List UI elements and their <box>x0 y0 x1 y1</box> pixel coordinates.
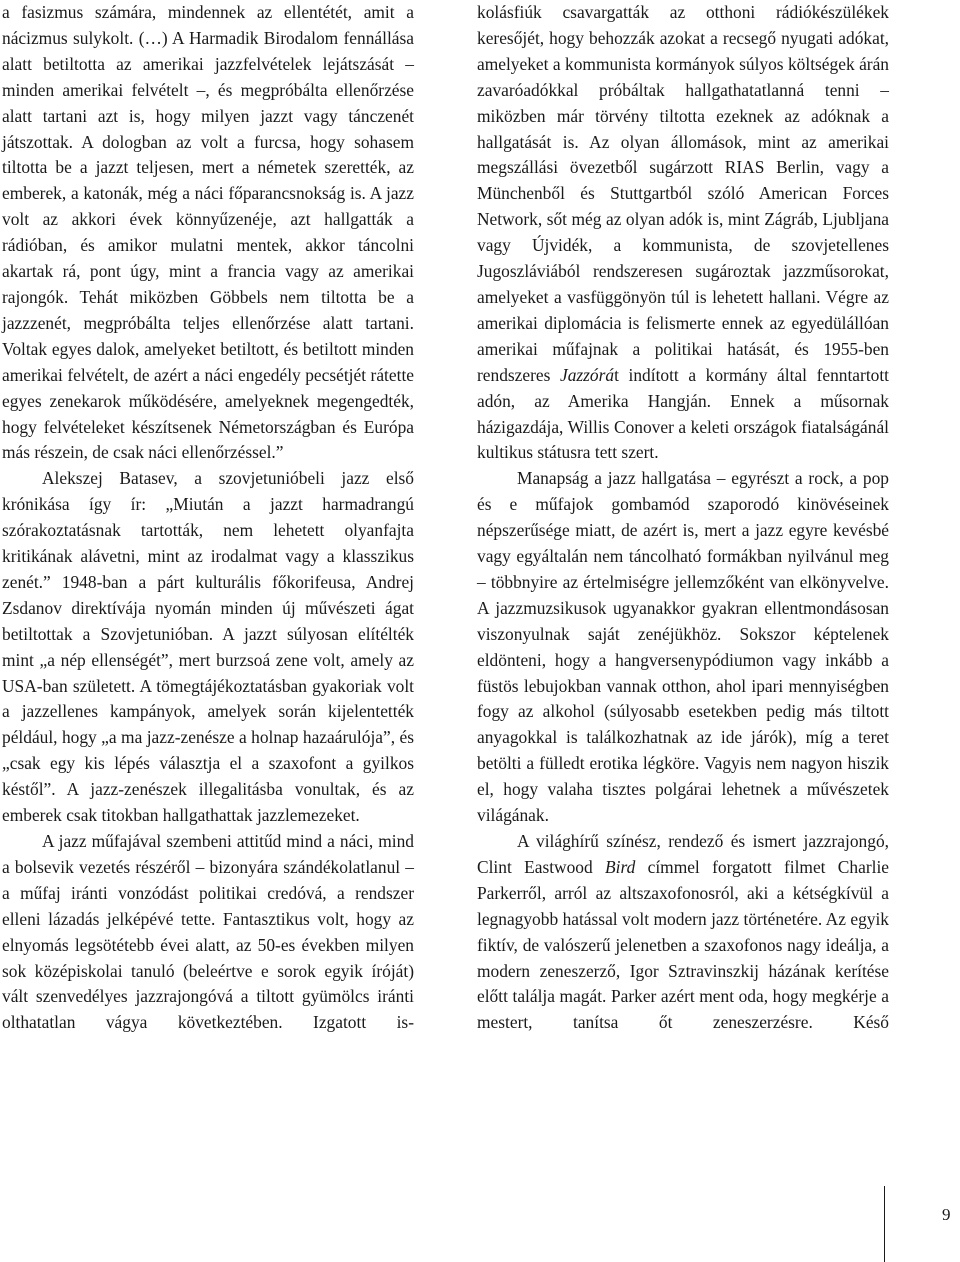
paragraph: a fasizmus számára, mindennek az ellentétét, amit a nácizmus sulykolt. (…) A Harmadik Birodalom fennállása alatt betiltotta az amerikai jazzfelvételek lejátszását – minden amerikai felvételt –, és megpróbálta ellenőrzése alatt tartani azt is, hogy milyen jazzt vagy tánczenét játszottak. A dologban az volt a furcsa, hogy sohasem tiltotta be a jazzt teljesen, mert a németek szerették, az emberek, a katonák, még a náci főparancsnokság is. A jazz volt az akkori évek könnyűzenéje, azt hallgatták a rádióban, és amikor mulatni mentek, akkor táncolni akartak rá, pont úgy, mint a francia vagy az amerikai rajongók. Tehát miközben Göbbels nem tiltotta be a jazzzenét, megpróbálta teljes ellenőrzése alatt tartani. Voltak egyes dalok, amelyeket betiltott, és betiltott minden amerikai felvételt, de azért a náci engedély pecsétjét rátette egyes zenekarok működésére, amelyeknek megengedték, hogy felvételeket készítsenek Németországban és Európa más részein, de csak náci ellenőrzéssel.” <box>2 2 414 463</box>
paragraph-text: A világhírű színész, rendező és ismert jazzrajongó, Clint Eastwood <box>477 831 889 877</box>
italic-title: Bird <box>605 856 636 877</box>
paragraph: A jazz műfajával szembeni attitűd mind a náci, mind a bolsevik vezetés részéről – bizonyára szándékolatlanul – a műfaj iránti vonzódást politikai credóvá, a rendszer elleni lázadás jelképévé tette. Fantasztikus volt, hogy az elnyomás legsötétebb évei alatt, az 50-es években milyen sok középiskolai tanuló (beleértve e sorok egyik íróját) vált szenvedélyes jazzrajongóvá a tiltott gyümölcs iránti olthatatlan vágya következtében. Izgatott is- <box>2 831 414 1033</box>
paragraph <box>477 0 889 466</box>
paragraph <box>477 829 889 1036</box>
italic-title: Jazzórá <box>559 364 615 385</box>
paragraph-text: t indított a kormány által fenntartott adón, az Amerika Hangján. Ennek a műsornak házigazdája, Willis Conover a keleti országok fiatalságánál kultikus státusra tett szert. <box>477 364 890 463</box>
right-text-column <box>477 0 889 1036</box>
left-text-column <box>2 0 414 1036</box>
paragraph-text: kolásfiúk csavargatták az otthoni rádiókészülékek keresőjét, hogy behozzák azokat a recsegő nyugati adókat, amelyeket a kommunista kormányok súlyos költségek árán zavaróadókkal próbáltak hallgathatatlanná tenni – miközben már törvény tiltotta ezeknek az adóknak a hallgatását is. Az olyan állomások, mint az amerikai megszállási övezetből sugárzott RIAS Berlin, vagy a Münchenből és Stuttgartból szóló American Forces Network, sőt még az olyan adók is, mint Zágráb, Ljubljana vagy Újvidék, a kommunista, de szovjetellenes Jugoszláviából rendszeresen sugároztak jazzműsorokat, amelyeket a vasfüggönyön túl is lehetett hallani. Végre az amerikai diplomácia is felismerte ennek az egyedülállóan amerikai műfajnak a politikai hatását, és 1955-ben rendszeres <box>477 2 889 385</box>
folio-rule <box>884 1186 885 1262</box>
paragraph: Manapság a jazz hallgatása – egyrészt a rock, a pop és e műfajok gombamód szaporodó kinövéseinek népszerűsége miatt, de azért is, mert a jazz egyre kevésbé vagy egyáltalán nem táncolható formákban nyilvánul meg – többnyire az értelmiségre jellemzőként van elkönyvelve. A jazzmuzsikusok ugyanakkor gyakran ellentmondásosan viszonyulnak saját zenéjükhöz. Sokszor képtelenek eldönteni, hogy a hangversenypódiumon vagy inkább a füstös lebujokban vannak otthon, ahol ipari mennyiségben fogy az alkohol (súlyosabb esetekben pedig más tiltott anyagokkal is találkozhatnak az ide járók), míg a teret betölti a fülledt erotika légköre. Vagyis nem nagyon hiszik el, hogy valaha tisztes polgárai lehetnek a művészetek világának. <box>477 468 889 826</box>
paragraph-text: címmel forgatott filmet Charlie Parkerről, arról az altszaxofonosról, aki a kétségkívül a legnagyobb hatással volt modern jazz történetére. Az egyik fiktív, de valószerű jelenetben a szaxofonos nagy ideálja, a modern zeneszerző, Igor Sztravinszkij házának kerítése előtt találja magát. Parker azért ment oda, hogy megkérje a mestert, tanítsa őt zeneszerzésre. Késő <box>477 856 889 1033</box>
page-number: 9 <box>942 1205 951 1224</box>
paragraph: Alekszej Batasev, a szovjetunióbeli jazz első krónikása így ír: „Miután a jazzt harmadrangú szórakoztatásnak tartották, nem lehetett olyanfajta kritikának alávetni, mint az irodalmat vagy a klasszikus zenét.” 1948-ban a párt kulturális főkorifeusa, Andrej Zsdanov direktívája nyomán minden új művészeti ágat betiltottak a Szovjetunióban. A jazzt súlyosan elítélték mint „a nép ellenségét”, mert burzsoá zene volt, amely az USA-ban született. A tömegtájékoztatásban gyakoriak volt a jazzellenes kampányok, amelyek során kijelentették például, hogy „a ma jazz-zenésze a holnap hazaárulója”, és „csak egy kis lépés választja el a szaxofont a gyilkos késtől”. A jazz-zenészek illegalitásba vonultak, és az emberek csak titokban hallgathattak jazzlemezeket. <box>2 468 414 826</box>
